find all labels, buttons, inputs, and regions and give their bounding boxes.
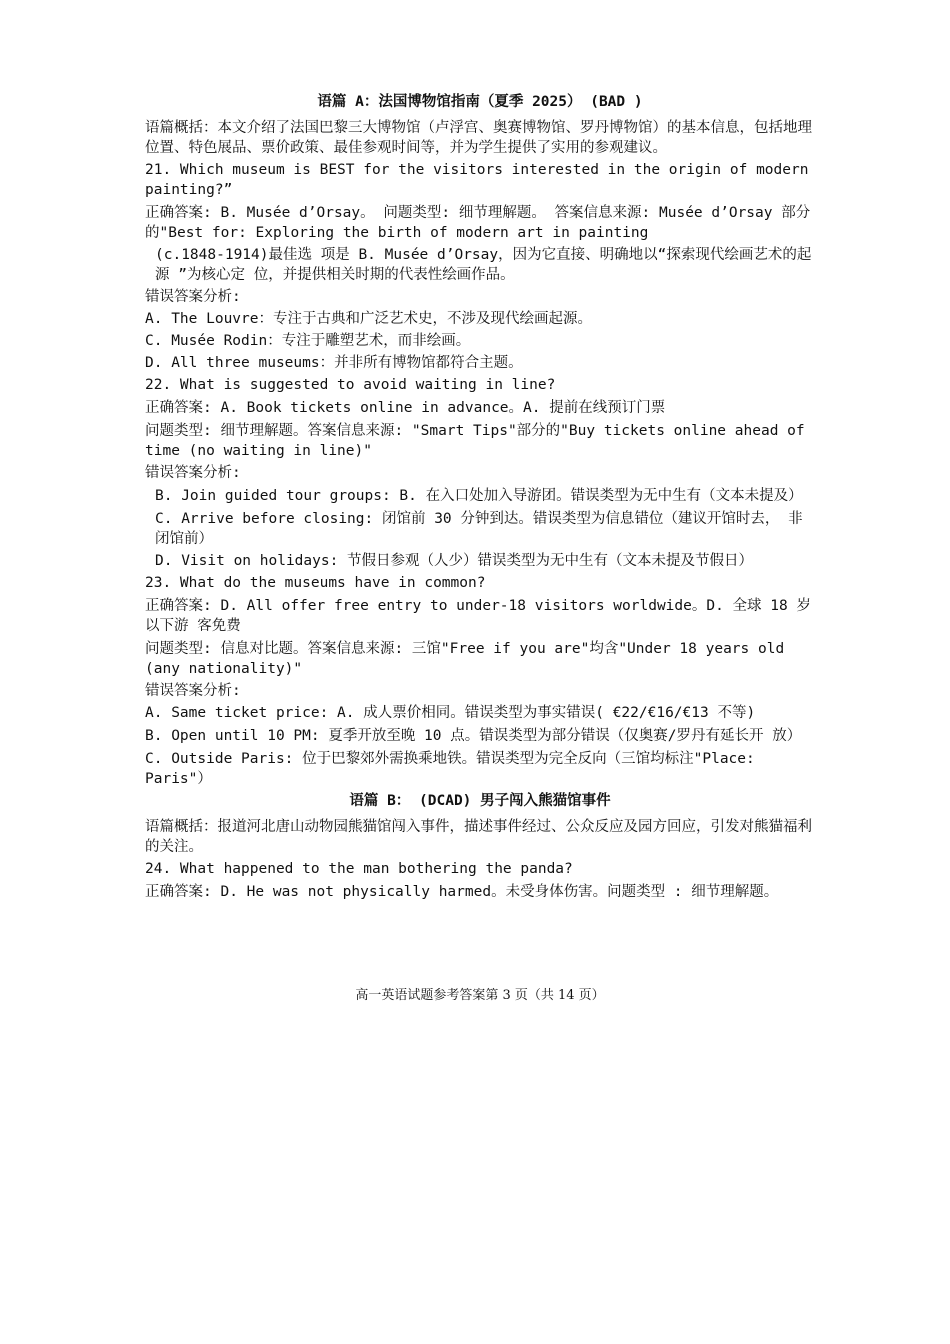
q23-wrong-c: C. Outside Paris: 位于巴黎郊外需换乘地铁。错误类型为完全反向（三馆均标注"Place: Paris"） <box>145 751 755 787</box>
section-a-title: 语篇 A：法国博物馆指南（夏季 2025） (BAD ) <box>317 94 643 110</box>
section-b-title: 语篇 B： (DCAD) 男子闯入熊猫馆事件 <box>349 793 611 809</box>
q21-answer: 正确答案: B. Musée d’Orsay。 问题类型: 细节理解题。 答案信息来源: Musée d’Orsay 部分的"Best for: Exploring the birth of modern art in painting <box>145 205 811 241</box>
q22-wrong-heading: 错误答案分析: <box>145 465 241 481</box>
q23-wrong-heading: 错误答案分析: <box>145 683 241 699</box>
q21-question: 21. Which museum is BEST for the visitors interested in the origin of modern painting?” <box>145 162 809 198</box>
q22-answer: 正确答案: A. Book tickets online in advance。A. 提前在线预订门票 <box>145 400 666 416</box>
page-footer: 高一英语试题参考答案第 3 页（共 14 页） <box>355 988 605 1003</box>
q21-wrong-c: C. Musée Rodin：专注于雕塑艺术，而非绘画。 <box>145 333 471 349</box>
q24-answer: 正确答案: D. He was not physically harmed。未受身体伤害。问题类型 : 细节理解题。 <box>145 884 779 900</box>
q22-wrong-b: B. Join guided tour groups: B. 在入口处加入导游团。错误类型为无中生有（文本未提及） <box>155 488 803 504</box>
q23-type: 问题类型: 信息对比题。答案信息来源: 三馆"Free if you are"均含"Under 18 years old (any nationality)" <box>145 641 785 677</box>
q22-wrong-c: C. Arrive before closing: 闭馆前 30 分钟到达。错误类型为信息错位（建议开馆时去， 非闭馆前） <box>155 511 803 547</box>
section-b-summary: 语篇概括：报道河北唐山动物园熊猫馆闯入事件，描述事件经过、公众反应及园方回应，引发对熊猫福利的关注。 <box>145 819 812 855</box>
q22-wrong-d: D. Visit on holidays: 节假日参观（人少）错误类型为无中生有（文本未提及节假日） <box>155 553 754 569</box>
q22-question: 22. What is suggested to avoid waiting in line? <box>145 377 556 393</box>
q22-type: 问题类型: 细节理解题。答案信息来源: "Smart Tips"部分的"Buy tickets online ahead of time (no waiting in line)" <box>145 423 805 459</box>
q21-wrong-d: D. All three museums：并非所有博物馆都符合主题。 <box>145 355 523 371</box>
q21-answer-explanation: (c.1848-1914)最佳选 项是 B. Musée d’Orsay，因为它直接、明确地以“探索现代绘画艺术的起源 ”为核心定 位，并提供相关时期的代表性绘画作品。 <box>155 247 812 283</box>
q24-question: 24. What happened to the man bothering the panda? <box>145 861 573 877</box>
q21-wrong-heading: 错误答案分析: <box>145 289 241 305</box>
q23-answer: 正确答案: D. All offer free entry to under-18 visitors worldwide。D. 全球 18 岁以下游 客免费 <box>145 598 811 634</box>
answer-content <box>145 92 815 904</box>
q23-question: 23. What do the museums have in common? <box>145 575 486 591</box>
section-a-summary: 语篇概括：本文介绍了法国巴黎三大博物馆（卢浮宫、奥赛博物馆、罗丹博物馆）的基本信息，包括地理位置、特色展品、票价政策、最佳参观时间等，并为学生提供了实用的参观建议。 <box>145 120 812 156</box>
q23-wrong-a: A. Same ticket price: A. 成人票价相同。错误类型为事实错误( €22/€16/€13 不等) <box>145 705 756 721</box>
q23-wrong-b: B. Open until 10 PM: 夏季开放至晚 10 点。错误类型为部分错误（仅奥赛/罗丹有延长开 放） <box>145 728 802 744</box>
q21-wrong-a: A. The Louvre：专注于古典和广泛艺术史，不涉及现代绘画起源。 <box>145 311 592 327</box>
